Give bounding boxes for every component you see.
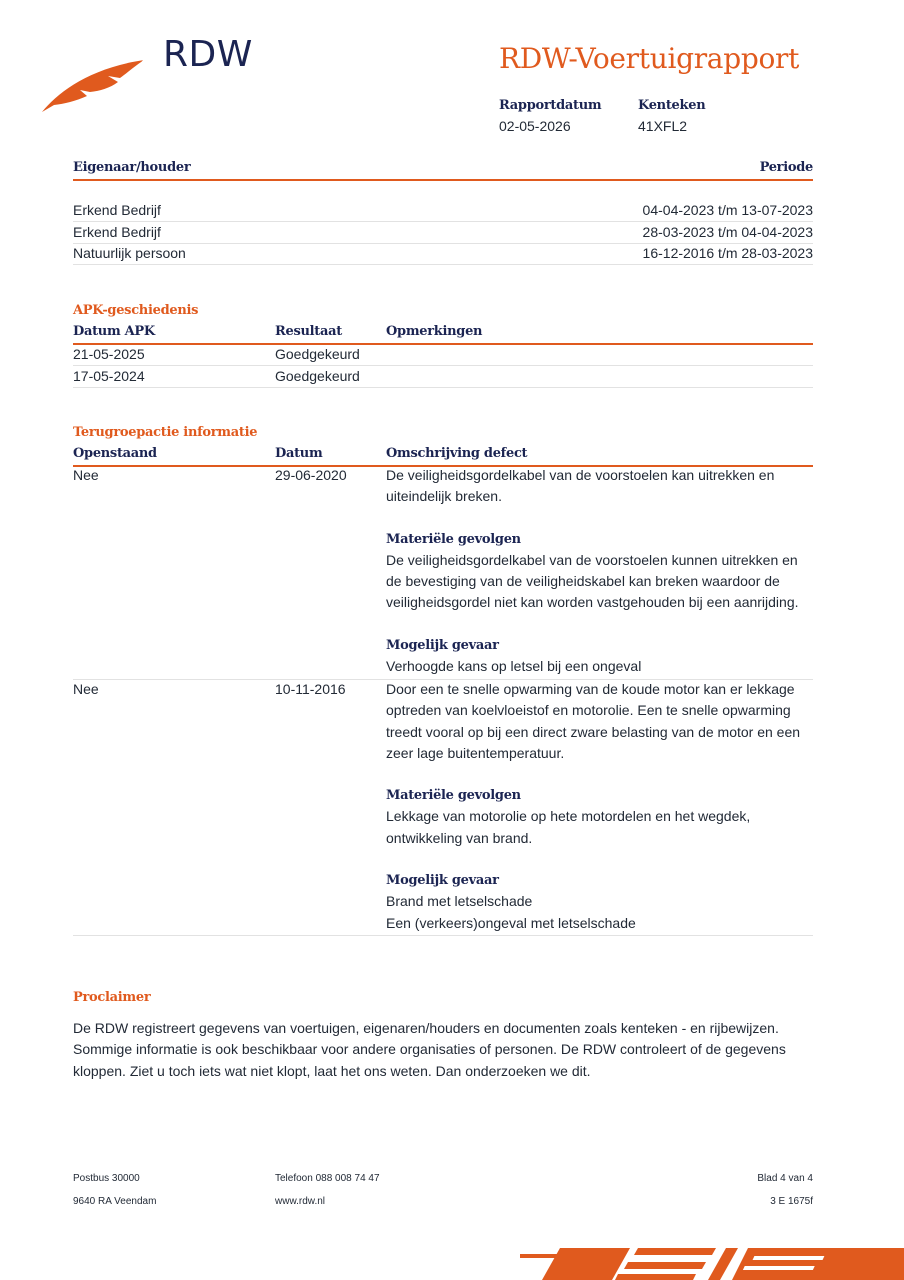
owner-name: Erkend Bedrijf <box>73 202 161 218</box>
defect-line: treedt vooral op bij een direct zware belasting van de motor en een <box>386 723 801 740</box>
danger-line: Een (verkeers)ongeval met letselschade <box>386 914 636 931</box>
apk-result: Goedgekeurd <box>275 368 360 384</box>
decorative-stripes-icon <box>520 1244 904 1280</box>
proclaimer-line: De RDW registreert gegevens van voertuigen, eigenaren/houders en documenten zoals kenteken - en rijbewijzen. <box>73 1020 779 1036</box>
owner-period: 16-12-2016 t/m 28-03-2023 <box>642 245 813 261</box>
danger-label: Mogelijk gevaar <box>386 873 499 889</box>
recall-date: 29-06-2020 <box>275 467 347 483</box>
plate-label: Kenteken <box>638 98 706 113</box>
apk-date: 21-05-2025 <box>73 346 145 362</box>
apk-section-title: APK-geschiedenis <box>73 303 199 318</box>
apk-remarks-header: Opmerkingen <box>386 324 483 339</box>
period-column-header: Periode <box>759 160 813 175</box>
defect-line: zeer lage buitentemperatuur. <box>386 744 565 761</box>
footer-city: 9640 RA Veendam <box>73 1196 157 1207</box>
defect-line: Door een te snelle opwarming van de koude motor kan er lekkage <box>386 681 795 697</box>
recall-row <box>73 465 813 680</box>
consequences-line: de bevestiging van de veiligheidskabel kan breken waardoor de <box>386 573 780 590</box>
consequences-label: Materiële gevolgen <box>386 531 521 547</box>
report-date-label: Rapportdatum <box>499 98 602 113</box>
consequences-line: ontwikkeling van brand. <box>386 829 533 846</box>
recall-description <box>386 465 806 677</box>
recall-date-header: Datum <box>275 446 323 461</box>
owner-name: Natuurlijk persoon <box>73 245 186 261</box>
brand-name: RDW <box>163 34 253 75</box>
proclaimer-line: kloppen. Ziet u toch iets wat niet klopt, laat het ons weten. Dan onderzoeken we dit. <box>73 1062 591 1079</box>
footer-website: www.rdw.nl <box>275 1196 326 1207</box>
footer-postbus: Postbus 30000 <box>73 1173 140 1184</box>
consequences-label: Materiële gevolgen <box>386 788 521 804</box>
danger-line: Brand met letselschade <box>386 893 533 910</box>
footer-phone: Telefoon 088 008 74 47 <box>275 1173 380 1184</box>
consequences-line: Lekkage van motorolie op hete motordelen en het wegdek, <box>386 808 751 825</box>
recall-open: Nee <box>73 681 99 697</box>
recall-row <box>73 679 813 936</box>
danger-line: Verhoogde kans op letsel bij een ongeval <box>386 658 642 675</box>
defect-line: uiteindelijk breken. <box>386 488 502 505</box>
footer-page-number: Blad 4 van 4 <box>757 1173 813 1184</box>
table-row <box>73 366 813 388</box>
owner-period: 04-04-2023 t/m 13-07-2023 <box>642 202 813 218</box>
recall-date: 10-11-2016 <box>275 681 346 697</box>
recall-desc-header: Omschrijving defect <box>386 446 528 461</box>
owner-column-header: Eigenaar/houder <box>73 160 191 175</box>
recall-open: Nee <box>73 467 99 483</box>
consequences-line: De veiligheidsgordelkabel van de voorstoelen kunnen uitrekken en <box>386 551 798 568</box>
report-title: RDW-Voertuigrapport <box>499 42 800 75</box>
recall-description <box>386 679 806 934</box>
report-date: 02-05-2026 <box>499 118 571 134</box>
owners-header-rule <box>73 179 813 181</box>
owner-name: Erkend Bedrijf <box>73 224 161 240</box>
defect-line: optreden van koelvloeistof en motorolie. Een te snelle opwarming <box>386 702 791 719</box>
apk-result: Goedgekeurd <box>275 346 360 362</box>
table-row <box>73 200 813 222</box>
owner-period: 28-03-2023 t/m 04-04-2023 <box>642 224 813 240</box>
proclaimer-line: Sommige informatie is ook beschikbaar voor andere organisaties of personen. De RDW controleert of de gegevens <box>73 1041 786 1058</box>
footer-code: 3 E 1675f <box>770 1196 813 1207</box>
proclaimer-title: Proclaimer <box>73 990 151 1005</box>
table-row <box>73 344 813 366</box>
apk-result-header: Resultaat <box>275 324 342 339</box>
plate-number: 41XFL2 <box>638 118 688 134</box>
defect-line: De veiligheidsgordelkabel van de voorstoelen kan uitrekken en <box>386 467 775 483</box>
danger-label: Mogelijk gevaar <box>386 637 499 653</box>
proclaimer-text <box>73 1018 833 1082</box>
recall-open-header: Openstaand <box>73 446 157 461</box>
table-row <box>73 222 813 244</box>
apk-date-header: Datum APK <box>73 324 155 339</box>
table-row <box>73 243 813 265</box>
recall-section-title: Terugroepactie informatie <box>73 425 258 440</box>
rdw-logo-icon <box>40 58 148 114</box>
consequences-line: veiligheidsgordel niet kan worden vastgehouden bij een aanrijding. <box>386 594 799 611</box>
apk-date: 17-05-2024 <box>73 368 145 384</box>
